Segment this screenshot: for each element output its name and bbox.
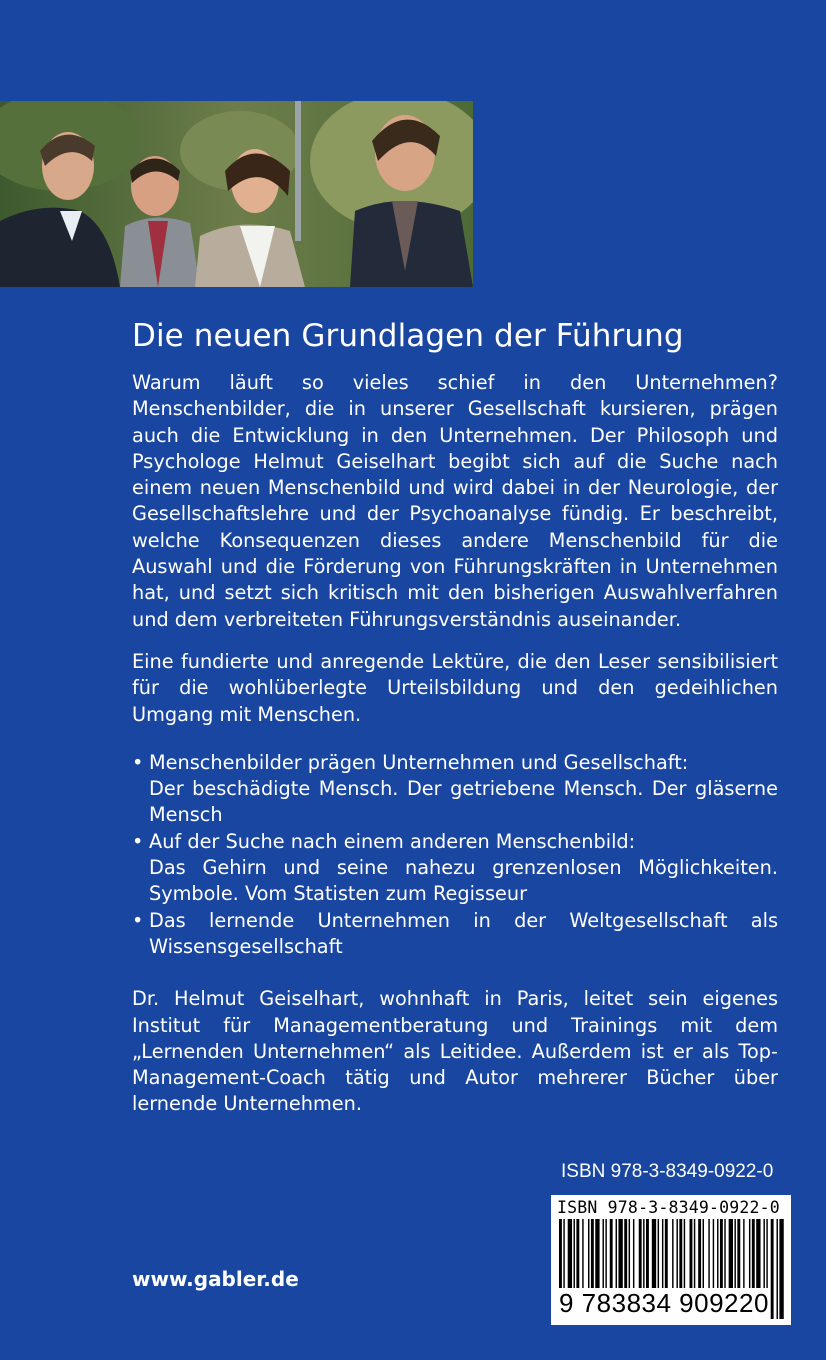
list-item (132, 829, 778, 908)
isbn-label: ISBN 978-3-8349-0922-0 (561, 1161, 774, 1182)
barcode (551, 1195, 791, 1325)
intro-paragraph: Warum läuft so vieles schief in den Unternehmen? Menschenbilder, die in unserer Gesellschaft kursieren, prägen auch die Entwicklung in den Unternehmen. Der Philosoph und Psychologe Helmut Geiselhart begibt sich auf die Suche nach einem neuen Menschenbild und wird dabei in der Neurologie, der Gesellschaftslehre und der Psychoanalyse fündig. Er beschreibt, welche Konsequenzen dieses andere Menschenbild für die Auswahl und die Förderung von Führungskräften in Unternehmen hat, und setzt sich kritisch mit den bisherigen Auswahlverfahren und dem verbreiteten Führungsverständnis auseinander. (132, 371, 778, 631)
cover-photo (0, 101, 473, 287)
list-item-detail: Der beschädigte Mensch. Der getriebene Mensch. Der gläserne Mensch (149, 777, 778, 827)
author-bio: Dr. Helmut Geiselhart, wohnhaft in Paris, leitet sein eigenes Institut für Managementberatung und Trainings mit dem „Lernenden Unternehmen“ als Leitidee. Außerdem ist er als Top-Management-Coach tätig und Autor mehrerer Bücher über lernende Unternehmen. (132, 987, 778, 1116)
list-item (132, 750, 778, 829)
website-link[interactable]: www.gabler.de (132, 1267, 299, 1291)
list-item (132, 908, 778, 961)
list-item-title: Das lernende Unternehmen in der Weltgesellschaft als Wissensgesellschaft (149, 908, 778, 958)
list-item-title: Auf der Suche nach einem anderen Menschenbild: (149, 829, 636, 853)
description (132, 370, 778, 1118)
barcode-isbn-text: ISBN 978-3-8349-0922-0 (557, 1198, 780, 1217)
topic-list (132, 750, 778, 960)
list-item-title: Menschenbilder prägen Unternehmen und Gesellschaft: (149, 750, 689, 774)
barcode-digits: 9 783834 909220 (559, 1288, 769, 1318)
page-title: Die neuen Grundlagen der Führung (132, 318, 684, 354)
list-item-detail: Das Gehirn und seine nahezu grenzenlosen Möglichkeiten. Symbole. Vom Statisten zum Regisseur (149, 856, 778, 906)
summary-paragraph: Eine fundierte und anregende Lektüre, die den Leser sensibilisiert für die wohlüberlegte Urteilsbildung und den gedeihlichen Umgang mit Menschen. (132, 649, 778, 726)
